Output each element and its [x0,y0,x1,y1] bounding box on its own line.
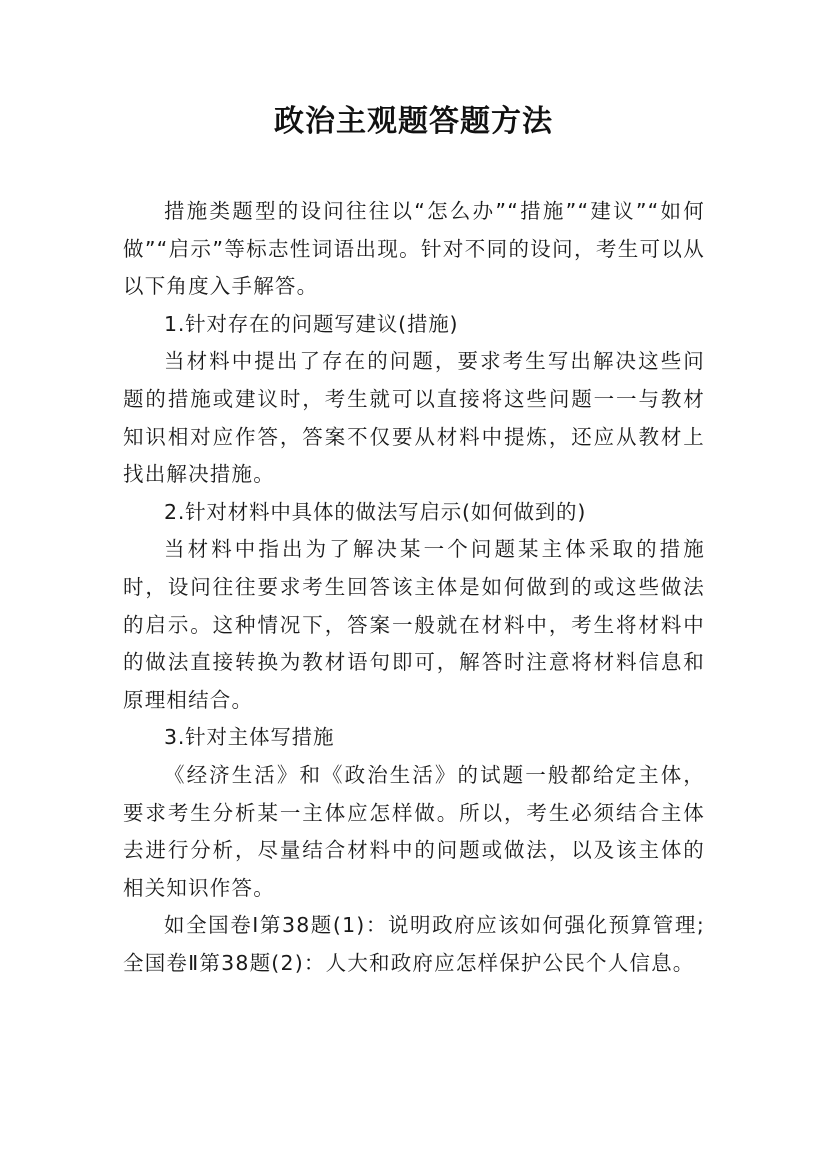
section-paragraph-2: 当材料中指出为了解决某一个问题某主体采取的措施时，设问往往要求考生回答该主体是如何做到的或这些做法的启示。这种情况下，答案一般就在材料中，考生将材料中的做法直接转换为教材语句即可，解答时注意将材料信息和原理相结合。 [123,537,705,712]
intro-paragraph: 措施类题型的设问往往以“怎么办”“措施”“建议”“如何做”“启示”等标志性词语出现。针对不同的设问，考生可以从以下角度入手解答。 [123,199,705,299]
section-heading-3: 3.针对主体写措施 [164,725,335,750]
section-heading-1: 1.针对存在的问题写建议(措施) [164,311,459,336]
section-heading-2: 2.针对材料中具体的做法写启示(如何做到的) [164,499,587,524]
section-paragraph-1: 当材料中提出了存在的问题，要求考生写出解决这些问题的措施或建议时，考生就可以直接将这些问题一一与教材知识相对应作答，答案不仅要从材料中提炼，还应从教材上找出解决措施。 [123,349,705,487]
document-title: 政治主观题答题方法 [274,104,553,139]
example-paragraph: 如全国卷Ⅰ第38题(1)：说明政府应该如何强化预算管理;全国卷Ⅱ第38题(2)：人大和政府应怎样保护公民个人信息。 [123,913,705,975]
document-body [123,193,705,982]
section-paragraph-3: 《经济生活》和《政治生活》的试题一般都给定主体，要求考生分析某一主体应怎样做。所以，考生必须结合主体去进行分析，尽量结合材料中的问题或做法，以及该主体的相关知识作答。 [123,762,705,900]
